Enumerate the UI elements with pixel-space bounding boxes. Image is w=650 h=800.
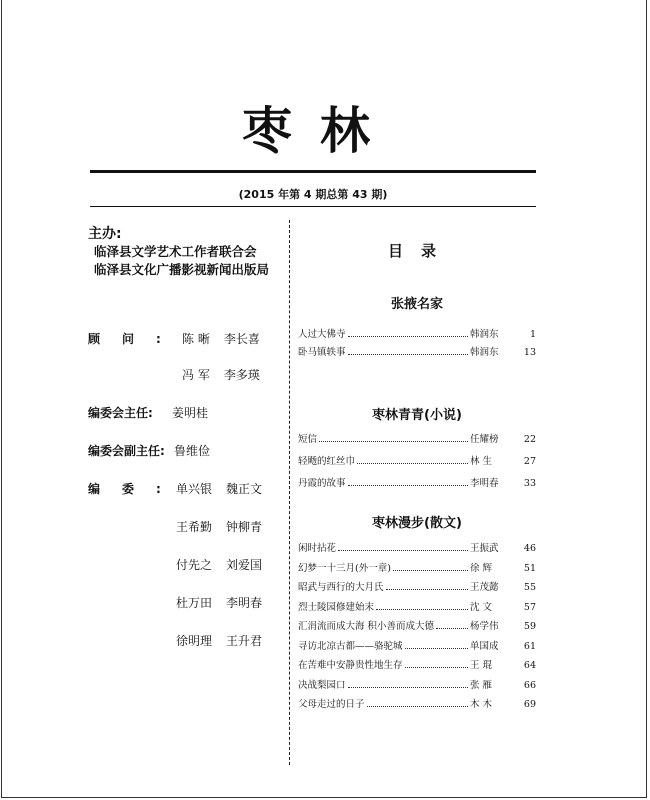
entry-author: 李明春 xyxy=(470,478,499,489)
entry-title: 父母走过的日子 xyxy=(298,699,365,710)
sponsor-org: 临泽县文化广播影视新闻出版局 xyxy=(94,262,270,277)
entry-author: 韩润东 xyxy=(470,347,499,358)
staff-name: 李明春 xyxy=(226,596,263,610)
committee-names-row xyxy=(176,632,276,649)
toc-entry[interactable] xyxy=(298,431,536,453)
staff-name: 陈 晰 xyxy=(182,332,210,346)
committee-block xyxy=(88,480,288,650)
committee-names-row xyxy=(176,556,276,573)
staff-name: 钟柳青 xyxy=(226,520,263,534)
toc-entry[interactable] xyxy=(298,618,536,638)
staff-name: 李长喜 xyxy=(223,332,260,346)
entry-author: 王 琨 xyxy=(470,660,493,671)
magazine-title xyxy=(100,96,540,166)
advisors-names-row-1 xyxy=(182,330,274,347)
toc-entry[interactable] xyxy=(298,599,536,619)
entry-title: 昭武与西行的大月氏 xyxy=(298,582,384,593)
entry-page: 46 xyxy=(523,543,536,554)
toc-entry[interactable] xyxy=(298,453,536,475)
deputy-editor-block xyxy=(88,442,288,462)
entry-author: 杨学伟 xyxy=(470,621,499,632)
entry-page: 33 xyxy=(523,478,536,489)
staff-name: 徐明理 xyxy=(176,634,213,648)
toc-entry[interactable] xyxy=(298,475,536,497)
entry-title: 汇涓流而成大海 积小善而成大德 xyxy=(298,621,435,632)
staff-name: 杜万田 xyxy=(176,596,213,610)
dot-leader xyxy=(348,328,468,337)
entry-title: 烈士陵园修建始末 xyxy=(298,601,375,613)
advisors-role: 顾问: xyxy=(88,332,183,346)
toc-section-title: 张掖名家 xyxy=(390,297,443,312)
entry-title: 轻飏的红丝巾 xyxy=(298,456,356,467)
entry-page: 66 xyxy=(523,679,536,691)
dot-leader xyxy=(319,433,468,442)
dot-leader xyxy=(393,562,468,571)
issue-line: (2015 年第 4 期总第 43 期) xyxy=(238,188,388,201)
entry-author: 沈 文 xyxy=(470,601,493,613)
entry-page: 59 xyxy=(523,621,536,632)
sponsor-org: 临泽县文学艺术工作者联合会 xyxy=(94,244,257,259)
dot-leader xyxy=(348,477,468,486)
entry-author: 林 生 xyxy=(470,456,493,467)
deputy-editor-role: 编委会副主任: xyxy=(88,444,165,458)
dot-leader xyxy=(376,601,468,610)
advisors-names-row-2 xyxy=(182,366,274,383)
staff-name: 魏正文 xyxy=(226,482,263,496)
dot-leader xyxy=(357,455,468,464)
entry-title: 丹霞的故事 xyxy=(298,478,346,489)
entry-author: 木 木 xyxy=(470,699,493,710)
issue-rule xyxy=(90,206,536,207)
toc-entry[interactable] xyxy=(298,677,536,697)
dot-leader xyxy=(405,659,468,668)
entry-title: 卧马镇轶事 xyxy=(298,347,346,358)
entry-author: 韩润东 xyxy=(470,329,499,340)
toc-entry[interactable] xyxy=(298,579,536,599)
chief-editor-names xyxy=(172,404,222,421)
deputy-editor-names xyxy=(174,442,224,459)
sponsor-label: 主办: xyxy=(88,226,122,242)
toc-entry[interactable] xyxy=(298,540,536,560)
entry-page: 22 xyxy=(523,434,536,445)
committee-names-row xyxy=(176,518,276,535)
toc-title: 目录 xyxy=(388,242,455,260)
staff-name: 姜明桂 xyxy=(172,406,209,420)
dot-leader xyxy=(436,620,468,629)
toc-entry[interactable] xyxy=(298,696,536,716)
entry-author: 王茂懿 xyxy=(470,582,499,593)
sponsor-block xyxy=(88,225,269,279)
committee-names-row xyxy=(176,594,276,611)
entry-title: 寻访北凉古都——骆驼城 xyxy=(298,640,403,652)
staff-name: 付先之 xyxy=(176,558,213,572)
staff-name: 王升君 xyxy=(226,634,263,648)
committee-names-row xyxy=(176,480,276,497)
toc-section-list xyxy=(298,431,536,497)
dot-leader xyxy=(367,698,468,707)
staff-name: 李多瑛 xyxy=(223,368,260,382)
toc-entry[interactable] xyxy=(298,344,536,362)
entry-page: 1 xyxy=(529,329,536,340)
committee-role: 编委: xyxy=(88,482,183,496)
entry-author: 任耀榜 xyxy=(470,434,499,445)
toc-entry[interactable] xyxy=(298,326,536,344)
entry-page: 69 xyxy=(523,699,536,710)
toc-entry[interactable] xyxy=(298,560,536,580)
dot-leader xyxy=(348,346,468,355)
entry-author: 王振武 xyxy=(470,543,499,554)
dot-leader xyxy=(338,542,468,551)
title-rule xyxy=(90,170,536,173)
dot-leader xyxy=(386,581,468,590)
entry-title: 决战梨园口 xyxy=(298,679,346,691)
toc-entry[interactable] xyxy=(298,638,536,658)
chief-editor-block xyxy=(88,404,288,424)
dot-leader xyxy=(348,679,468,688)
entry-page: 51 xyxy=(523,562,536,574)
chief-editor-role: 编委会主任: xyxy=(88,406,153,420)
entry-title: 在苦难中安静贵性地生存 xyxy=(298,660,403,671)
entry-page: 64 xyxy=(523,660,536,671)
toc-section-list xyxy=(298,540,536,716)
entry-page: 57 xyxy=(523,601,536,613)
entry-page: 61 xyxy=(523,640,536,652)
dot-leader xyxy=(405,640,468,649)
title-char-1: 枣 xyxy=(242,102,320,160)
entry-title: 幻梦一十三月(外一章) xyxy=(298,562,391,574)
entry-title: 人过大佛寺 xyxy=(298,329,346,340)
toc-section-list xyxy=(298,326,536,362)
toc-section-title: 枣林青青(小说) xyxy=(372,408,462,423)
staff-name: 刘爱国 xyxy=(226,558,263,572)
staff-name: 王希勤 xyxy=(176,520,213,534)
entry-page: 55 xyxy=(523,582,536,593)
column-divider xyxy=(289,220,290,765)
entry-author: 单国成 xyxy=(470,640,499,652)
staff-name: 鲁维俭 xyxy=(174,444,211,458)
entry-page: 27 xyxy=(523,456,536,467)
staff-name: 冯 军 xyxy=(182,368,210,382)
title-char-2: 林 xyxy=(320,102,398,160)
entry-title: 闲时拈花 xyxy=(298,543,337,554)
entry-author: 张 雁 xyxy=(470,679,493,691)
advisors-block xyxy=(88,330,288,390)
toc-section-title: 枣林漫步(散文) xyxy=(372,516,462,531)
staff-name: 单兴银 xyxy=(176,482,213,496)
entry-title: 短信 xyxy=(298,434,318,445)
entry-page: 13 xyxy=(523,347,536,358)
toc-entry[interactable] xyxy=(298,657,536,677)
entry-author: 徐 辉 xyxy=(470,562,493,574)
